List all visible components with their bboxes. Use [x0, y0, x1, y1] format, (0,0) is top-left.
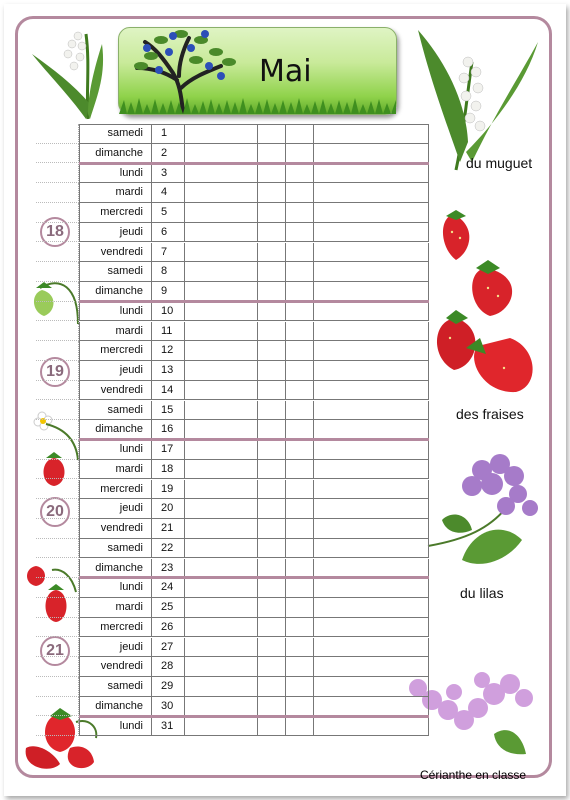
- table-row: [36, 559, 429, 579]
- note-cell: [286, 440, 314, 460]
- note-cell: [286, 322, 314, 342]
- table-row: [36, 618, 429, 638]
- week-column-cell: [36, 223, 79, 243]
- day-number: 8: [152, 262, 185, 282]
- note-cell: [185, 381, 258, 401]
- day-name: lundi: [79, 302, 152, 322]
- day-name: vendredi: [79, 519, 152, 539]
- note-cell: [286, 203, 314, 223]
- week-column-cell: [36, 657, 79, 677]
- note-cell: [314, 164, 429, 184]
- note-cell: [314, 144, 429, 164]
- week-column-cell: [36, 282, 79, 302]
- day-number: 16: [152, 420, 185, 440]
- table-row: [36, 302, 429, 322]
- day-number: 3: [152, 164, 185, 184]
- note-cell: [185, 401, 258, 421]
- note-cell: [286, 282, 314, 302]
- day-name: samedi: [79, 124, 152, 144]
- note-cell: [185, 322, 258, 342]
- day-name: lundi: [79, 578, 152, 598]
- note-cell: [185, 124, 258, 144]
- day-name: mercredi: [79, 618, 152, 638]
- note-cell: [258, 638, 286, 658]
- note-cell: [314, 223, 429, 243]
- note-cell: [185, 302, 258, 322]
- day-number: 4: [152, 183, 185, 203]
- week-column-cell: [36, 499, 79, 519]
- note-cell: [185, 480, 258, 500]
- note-cell: [258, 262, 286, 282]
- note-cell: [286, 638, 314, 658]
- day-name: dimanche: [79, 282, 152, 302]
- note-cell: [314, 361, 429, 381]
- day-number: 17: [152, 440, 185, 460]
- week-column-cell: [36, 361, 79, 381]
- table-row: [36, 361, 429, 381]
- note-cell: [314, 638, 429, 658]
- week-column-cell: [36, 697, 79, 717]
- day-number: 19: [152, 480, 185, 500]
- note-cell: [258, 578, 286, 598]
- day-name: dimanche: [79, 559, 152, 579]
- week-column-cell: [36, 322, 79, 342]
- week-column-cell: [36, 460, 79, 480]
- day-name: jeudi: [79, 223, 152, 243]
- month-banner: [118, 27, 397, 115]
- week-column-cell: [36, 341, 79, 361]
- table-row: [36, 480, 429, 500]
- day-number: 22: [152, 539, 185, 559]
- lily-of-the-valley-icon: [28, 24, 108, 124]
- table-row: [36, 144, 429, 164]
- week-column-cell: [36, 559, 79, 579]
- note-cell: [258, 243, 286, 263]
- week-separator: [79, 438, 429, 441]
- week-column-cell: [36, 578, 79, 598]
- week-column-cell: [36, 618, 79, 638]
- day-number: 20: [152, 499, 185, 519]
- week-column-cell: [36, 638, 79, 658]
- table-row: [36, 460, 429, 480]
- week-number: 20: [40, 497, 70, 527]
- note-cell: [185, 499, 258, 519]
- note-cell: [258, 657, 286, 677]
- note-cell: [286, 164, 314, 184]
- note-cell: [185, 697, 258, 717]
- note-cell: [314, 578, 429, 598]
- week-column-cell: [36, 480, 79, 500]
- note-cell: [314, 697, 429, 717]
- table-row: [36, 598, 429, 618]
- table-row: [36, 697, 429, 717]
- day-name: samedi: [79, 677, 152, 697]
- note-cell: [286, 657, 314, 677]
- table-row: [36, 223, 429, 243]
- day-name: jeudi: [79, 361, 152, 381]
- note-cell: [185, 203, 258, 223]
- note-cell: [286, 223, 314, 243]
- note-cell: [258, 183, 286, 203]
- day-name: mercredi: [79, 203, 152, 223]
- table-row: [36, 282, 429, 302]
- table-row: [36, 499, 429, 519]
- note-cell: [258, 480, 286, 500]
- day-number: 23: [152, 559, 185, 579]
- footer-credit: Cérianthe en classe: [420, 768, 527, 782]
- week-column-cell: [36, 124, 79, 144]
- strawberries-icon: [426, 208, 546, 398]
- table-row: [36, 539, 429, 559]
- week-number: 18: [40, 217, 70, 247]
- note-cell: [286, 598, 314, 618]
- note-cell: [185, 361, 258, 381]
- day-number: 14: [152, 381, 185, 401]
- note-cell: [185, 598, 258, 618]
- note-cell: [286, 243, 314, 263]
- note-cell: [314, 420, 429, 440]
- note-cell: [185, 519, 258, 539]
- note-cell: [258, 717, 286, 737]
- day-number: 5: [152, 203, 185, 223]
- note-cell: [258, 401, 286, 421]
- note-cell: [258, 420, 286, 440]
- note-cell: [286, 381, 314, 401]
- note-cell: [185, 677, 258, 697]
- day-number: 11: [152, 322, 185, 342]
- note-cell: [185, 223, 258, 243]
- note-cell: [286, 539, 314, 559]
- label-lilas: du lilas: [460, 585, 504, 601]
- note-cell: [258, 302, 286, 322]
- week-number: 21: [40, 636, 70, 666]
- note-cell: [185, 440, 258, 460]
- note-cell: [314, 677, 429, 697]
- week-separator: [79, 715, 429, 718]
- table-row: [36, 519, 429, 539]
- note-cell: [185, 183, 258, 203]
- week-column-cell: [36, 440, 79, 460]
- note-cell: [314, 401, 429, 421]
- note-cell: [185, 618, 258, 638]
- note-cell: [258, 539, 286, 559]
- note-cell: [286, 697, 314, 717]
- note-cell: [185, 243, 258, 263]
- note-cell: [185, 341, 258, 361]
- note-cell: [314, 381, 429, 401]
- note-cell: [185, 262, 258, 282]
- day-number: 28: [152, 657, 185, 677]
- day-name: lundi: [79, 717, 152, 737]
- note-cell: [185, 282, 258, 302]
- table-row: [36, 203, 429, 223]
- note-cell: [286, 144, 314, 164]
- day-name: vendredi: [79, 657, 152, 677]
- note-cell: [185, 559, 258, 579]
- note-cell: [286, 559, 314, 579]
- day-number: 7: [152, 243, 185, 263]
- day-number: 1: [152, 124, 185, 144]
- note-cell: [314, 559, 429, 579]
- note-cell: [314, 243, 429, 263]
- day-number: 12: [152, 341, 185, 361]
- table-row: [36, 322, 429, 342]
- table-row: [36, 657, 429, 677]
- day-number: 6: [152, 223, 185, 243]
- table-row: [36, 440, 429, 460]
- note-cell: [286, 618, 314, 638]
- note-cell: [314, 203, 429, 223]
- week-column-cell: [36, 183, 79, 203]
- table-row: [36, 638, 429, 658]
- table-row: [36, 578, 429, 598]
- note-cell: [314, 460, 429, 480]
- day-number: 21: [152, 519, 185, 539]
- note-cell: [258, 381, 286, 401]
- note-cell: [286, 480, 314, 500]
- day-number: 9: [152, 282, 185, 302]
- day-number: 18: [152, 460, 185, 480]
- month-title: Mai: [259, 54, 312, 89]
- note-cell: [258, 282, 286, 302]
- table-row: [36, 420, 429, 440]
- table-row: [36, 124, 429, 144]
- day-number: 31: [152, 717, 185, 737]
- week-column-cell: [36, 677, 79, 697]
- table-row: [36, 717, 429, 737]
- table-row: [36, 183, 429, 203]
- week-column-cell: [36, 381, 79, 401]
- week-column-cell: [36, 144, 79, 164]
- day-name: dimanche: [79, 420, 152, 440]
- day-name: samedi: [79, 262, 152, 282]
- note-cell: [314, 598, 429, 618]
- note-cell: [286, 302, 314, 322]
- note-cell: [286, 578, 314, 598]
- table-row: [36, 243, 429, 263]
- note-cell: [258, 559, 286, 579]
- table-row: [36, 401, 429, 421]
- week-column-cell: [36, 420, 79, 440]
- day-number: 24: [152, 578, 185, 598]
- note-cell: [314, 124, 429, 144]
- week-column-cell: [36, 302, 79, 322]
- note-cell: [258, 519, 286, 539]
- day-number: 30: [152, 697, 185, 717]
- note-cell: [286, 341, 314, 361]
- day-name: mardi: [79, 183, 152, 203]
- lily-of-the-valley-right-icon: [416, 22, 546, 172]
- week-number: 19: [40, 357, 70, 387]
- day-name: vendredi: [79, 243, 152, 263]
- note-cell: [286, 499, 314, 519]
- note-cell: [314, 302, 429, 322]
- day-number: 25: [152, 598, 185, 618]
- week-column-cell: [36, 401, 79, 421]
- day-number: 26: [152, 618, 185, 638]
- note-cell: [258, 598, 286, 618]
- day-name: dimanche: [79, 697, 152, 717]
- label-fraises: des fraises: [456, 406, 524, 422]
- note-cell: [258, 618, 286, 638]
- day-name: jeudi: [79, 638, 152, 658]
- day-name: dimanche: [79, 144, 152, 164]
- table-row: [36, 381, 429, 401]
- note-cell: [314, 618, 429, 638]
- week-column-cell: [36, 539, 79, 559]
- note-cell: [185, 638, 258, 658]
- note-cell: [185, 420, 258, 440]
- note-cell: [185, 539, 258, 559]
- note-cell: [258, 499, 286, 519]
- day-name: mercredi: [79, 341, 152, 361]
- note-cell: [314, 657, 429, 677]
- week-separator: [79, 576, 429, 579]
- week-separator: [79, 162, 429, 165]
- week-column-cell: [36, 203, 79, 223]
- week-column-cell: [36, 243, 79, 263]
- note-cell: [314, 322, 429, 342]
- note-cell: [314, 183, 429, 203]
- note-cell: [185, 578, 258, 598]
- day-number: 29: [152, 677, 185, 697]
- note-cell: [258, 440, 286, 460]
- note-cell: [258, 697, 286, 717]
- day-name: lundi: [79, 440, 152, 460]
- note-cell: [314, 282, 429, 302]
- table-row: [36, 677, 429, 697]
- note-cell: [185, 144, 258, 164]
- table-row: [36, 262, 429, 282]
- note-cell: [258, 144, 286, 164]
- week-column-cell: [36, 717, 79, 737]
- note-cell: [258, 223, 286, 243]
- day-name: samedi: [79, 401, 152, 421]
- week-column-cell: [36, 164, 79, 184]
- day-number: 15: [152, 401, 185, 421]
- note-cell: [314, 717, 429, 737]
- note-cell: [258, 203, 286, 223]
- note-cell: [185, 657, 258, 677]
- note-cell: [286, 460, 314, 480]
- note-cell: [258, 460, 286, 480]
- week-column-cell: [36, 598, 79, 618]
- week-column-cell: [36, 262, 79, 282]
- day-number: 13: [152, 361, 185, 381]
- table-row: [36, 341, 429, 361]
- note-cell: [286, 183, 314, 203]
- day-name: samedi: [79, 539, 152, 559]
- note-cell: [286, 262, 314, 282]
- week-separator: [79, 300, 429, 303]
- day-name: lundi: [79, 164, 152, 184]
- note-cell: [286, 124, 314, 144]
- day-name: mercredi: [79, 480, 152, 500]
- note-cell: [185, 717, 258, 737]
- note-cell: [314, 440, 429, 460]
- table-row: [36, 164, 429, 184]
- note-cell: [314, 480, 429, 500]
- grass-decoration: [119, 96, 396, 114]
- note-cell: [185, 164, 258, 184]
- note-cell: [314, 519, 429, 539]
- note-cell: [258, 341, 286, 361]
- note-cell: [286, 717, 314, 737]
- day-name: mardi: [79, 322, 152, 342]
- note-cell: [314, 539, 429, 559]
- lilac-icon: [422, 450, 546, 574]
- note-cell: [258, 322, 286, 342]
- note-cell: [286, 401, 314, 421]
- note-cell: [314, 499, 429, 519]
- note-cell: [258, 677, 286, 697]
- day-number: 2: [152, 144, 185, 164]
- note-cell: [258, 361, 286, 381]
- day-name: vendredi: [79, 381, 152, 401]
- label-muguet: du muguet: [466, 155, 533, 171]
- note-cell: [314, 262, 429, 282]
- note-cell: [286, 677, 314, 697]
- note-cell: [258, 164, 286, 184]
- week-column-cell: [36, 519, 79, 539]
- day-number: 27: [152, 638, 185, 658]
- note-cell: [314, 341, 429, 361]
- note-cell: [286, 519, 314, 539]
- note-cell: [286, 420, 314, 440]
- note-cell: [185, 460, 258, 480]
- note-cell: [258, 124, 286, 144]
- day-name: mardi: [79, 460, 152, 480]
- note-cell: [286, 361, 314, 381]
- day-number: 10: [152, 302, 185, 322]
- day-name: mardi: [79, 598, 152, 618]
- day-name: jeudi: [79, 499, 152, 519]
